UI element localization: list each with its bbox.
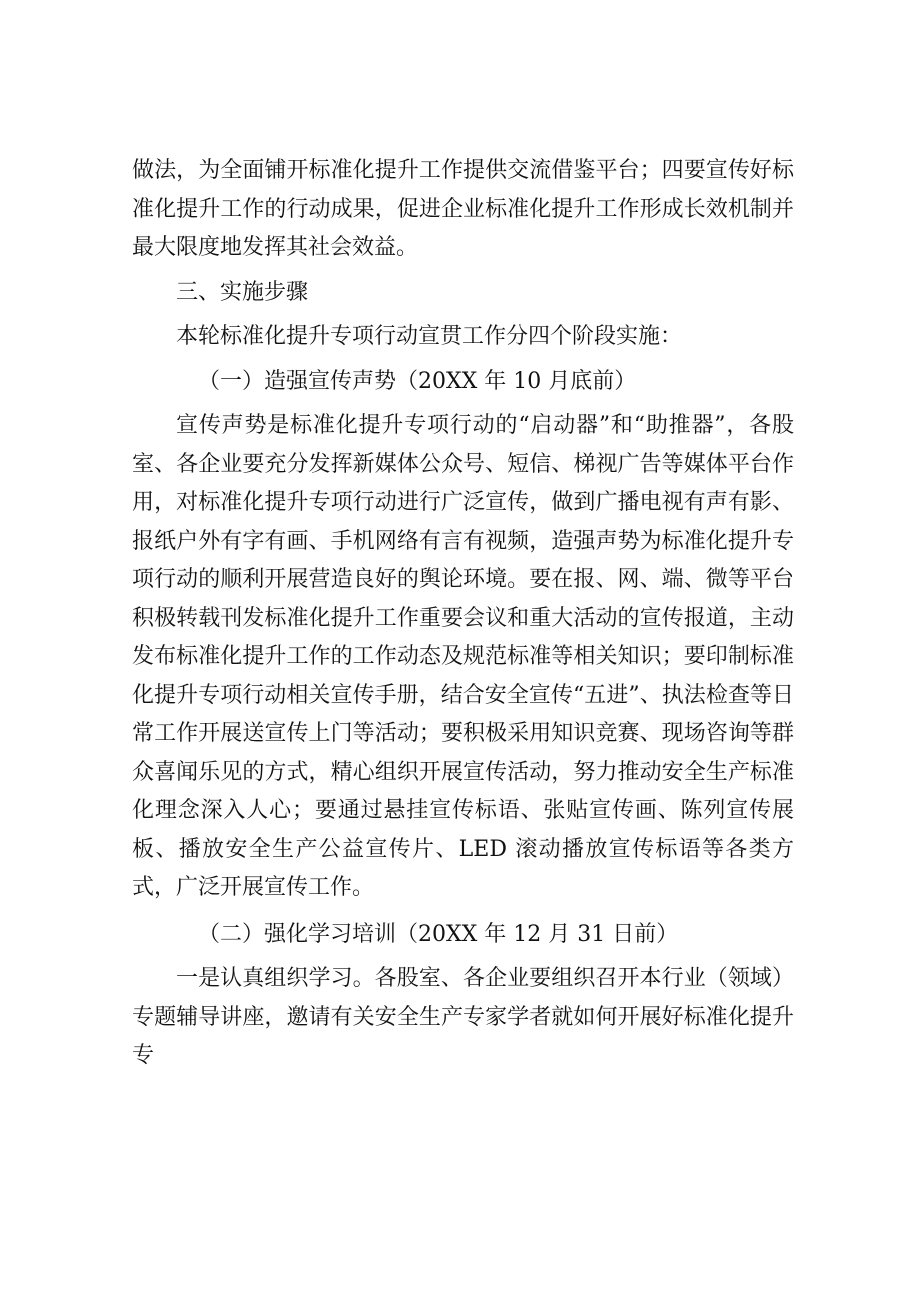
- section-heading-implementation-steps: 三、实施步骤: [176, 279, 309, 305]
- subheading-phase-two: （二）强化学习培训（20XX 年 12 月 31 日前）: [198, 921, 679, 947]
- subheading-phase-one: （一）造强宣传声势（20XX 年 10 月底前）: [198, 368, 637, 394]
- document-body: [132, 152, 794, 1076]
- paragraph-phases-intro: 本轮标准化提升专项行动宣贯工作分四个阶段实施：: [176, 324, 683, 349]
- paragraph-study-training: 一是认真组织学习。各股室、各企业要组织召开本行业（领域）专题辅导讲座，邀请有关安全生产专家学者就如何开展好标准化提升专: [132, 966, 794, 1068]
- paragraph-continuation: 做法，为全面铺开标准化提升工作提供交流借鉴平台；四要宣传好标准化提升工作的行动成果，促进企业标准化提升工作形成长效机制并最大限度地发挥其社会效益。: [132, 158, 794, 260]
- paragraph-publicity: 宣传声势是标准化提升专项行动的“启动器”和“助推器”，各股室、各企业要充分发挥新媒体公众号、短信、梯视广告等媒体平台作用，对标准化提升专项行动进行广泛宣传，做到广播电视有声有影、报纸户外有字有画、手机网络有言有视频，造强声势为标准化提升专项行动的顺利开展营造良好的舆论环境。要在报、网、端、微等平台积极转载刊发标准化提升工作重要会议和重大活动的宣传报道，主动发布标准化提升工作的工作动态及规范标准等相关知识；要印制标准化提升专项行动相关宣传手册，结合安全宣传“五进”、执法检查等日常工作开展送宣传上门等活动；要积极采用知识竞赛、现场咨询等群众喜闻乐见的方式，精心组织开展宣传活动，努力推动安全生产标准化理念深入人心；要通过悬挂宣传标语、张贴宣传画、陈列宣传展板、播放安全生产公益宣传片、LED 滚动播放宣传标语等各类方式，广泛开展宣传工作。: [132, 413, 794, 900]
